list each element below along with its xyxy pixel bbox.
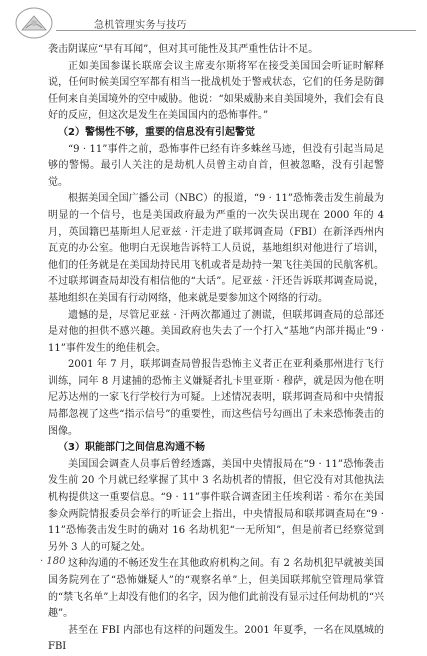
- body-paragraph: 这种沟通的不畅还发生在其他政府机构之间。有 2 名劫机犯早就被美国国务院列在了“恐怖嫌疑人”的“观察名单”上，但美国联邦航空管理局掌管的“禁飞名单”上却没有他们的名字，因为他们此前没有显示过任何劫机的“兴趣”。: [48, 558, 384, 620]
- body-paragraph: 甚至在 FBI 内部也有这样的问题发生。2001 年夏季，一名在凤凰城的 FBI: [48, 624, 384, 653]
- section-heading: （2）警惕性不够，重要的信息没有引起警觉: [58, 126, 255, 138]
- section-heading: （3）职能部门之间信息沟通不畅: [58, 442, 205, 454]
- body-paragraph: 2001 年 7 月，联邦调查局曾报告恐怖主义者正在亚利桑那州进行飞行训练，同年 8 月逮捕的恐怖主义嫌疑者扎卡里亚斯 · 穆萨，就是因为他在明尼苏达州的一家飞行学校行为可疑。上述情况表明，联邦调查局和中央情报局都忽视了这些“指示信号”的重要性，而这些信号勾画出了未来恐怖袭击的图像。: [48, 359, 384, 437]
- book-logo-icon: [14, 6, 54, 40]
- body-paragraph: 根据美国全国广播公司（NBC）的报道，“9 · 11”恐怖袭击发生前最为明显的一个信号，也是美国政府最为严重的一次失误出现在 2000 年的 4 月，英国籍巴基斯坦人尼亚兹 · 汗走进了联邦调查局（FBI）在新泽西州内瓦克的办公室。他明白无误地告诉特工人员说，基地组织对他进行了培训，他们的任务就是在美国劫持民用飞机或者是劫持一架飞往美国的民航客机。不过联邦调查局却没有相信他的“大话”。尼亚兹 · 汗还告诉联邦调查局说，基地组织在美国有行动网络，他来就是要参加这个网络的行动。: [48, 193, 384, 304]
- body-paragraph: 遗憾的是，尽管尼亚兹 · 汗两次都通过了测谎，但联邦调查局的总部还是对他的担供不感兴趣。美国政府也失去了一个打入“基地”内部并揭止“9 · 11”事件发生的绝佳机会。: [48, 309, 384, 354]
- body-paragraph: 美国国会调查人员事后曾经透露，美国中央情报局在“9 · 11”恐怖袭击发生前 20 个月就已经掌握了其中 3 名劫机者的情报，但它没有对其他执法机构提供这一重要信息。“9 · 11”事件联合调查团主任埃利诺 · 希尔在美国参众两院情报委员会举行的听证会上指出，中央情报局和联邦调查局在“9 · 11”恐怖袭击发生时的确对 16 名劫机犯“一无所知”，但是前者已经察觉到另外 3 人的可疑之处。: [48, 458, 384, 553]
- running-title: 急机管理实务与技巧: [94, 20, 187, 31]
- page-body: [48, 42, 384, 656]
- body-paragraph: 正如美国参谋长联席会议主席麦尔斯将军在接受美国国会听证时解释说，任何时候美国空军都有相当一批战机处于警戒状态，它们的任务是防御任何来自美国境外的空中威胁。他说：“如果威胁来自美国境外，我们会有良好的反应，但这次是发生在美国国内的恐怖事件。”: [48, 60, 384, 122]
- page-number: · 180 ·: [40, 556, 72, 567]
- body-paragraph: “9 · 11”事件之前，恐怖事件已经有许多蛛丝马迹，但没有引起当局足够的警惕。最引人关注的是劫机人员曾主动自首，但被忽略，没有引起警觉。: [48, 143, 384, 188]
- body-paragraph: 袭击阴谋应“早有耳闻”，但对其可能性及其严重性估计不足。: [48, 44, 319, 55]
- page-header: [0, 0, 427, 40]
